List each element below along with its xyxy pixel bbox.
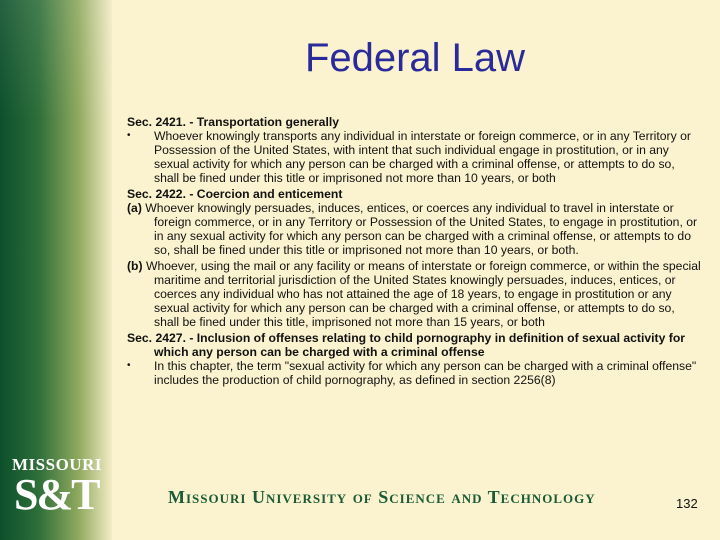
section-2421-bullet-item <box>127 129 702 185</box>
section-2421-heading: Sec. 2421. - Transportation generally <box>127 115 340 129</box>
logo-missouri-wordmark: MISSOURI <box>12 455 102 474</box>
logo-st-mark: S&T <box>14 470 99 519</box>
section-2422-heading: Sec. 2422. - Coercion and enticement <box>127 187 343 201</box>
section-2422-a-text: Whoever knowingly persuades, induces, entices, or coerces any individual to travel in interstate or foreign commerce, or in any Territory or Possession of the United States, to engage in prostitution, or in any sexual activity for which any person can be charged with a criminal offense, or attempts to do so, shall be fined under this title or imprisoned not more than 10 years, or both. <box>145 201 698 257</box>
section-2427-heading: Sec. 2427. - Inclusion of offenses relating to child pornography in definition of sexual activity for which any person can be charged with a criminal offense <box>127 331 686 359</box>
page-number: 132 <box>676 496 698 511</box>
bullet-icon: • <box>127 130 131 141</box>
section-2427-text: In this chapter, the term "sexual activity for which any person can be charged with a criminal offense" includes the production of child pornography, as defined in section 2256(8) <box>154 359 697 387</box>
slide-title: Federal Law <box>304 36 526 80</box>
section-2422-b-item <box>127 259 702 329</box>
footer-university-name: Missouri University of Science and Technology <box>168 487 596 507</box>
section-2427-bullet-item <box>127 359 702 387</box>
section-2422-a-item <box>127 201 702 257</box>
slide-content <box>127 115 702 389</box>
section-2421-text: Whoever knowingly transports any individual in interstate or foreign commerce, or in any Territory or Possession of the United States, with intent that such individual engage in prostitution, or in any sexual activity for which any person can be charged with a criminal offense, or attempts to do so, shall be fined under this title or imprisoned not more than 10 years, or both <box>154 129 691 185</box>
section-2422-b-text: Whoever, using the mail or any facility or means of interstate or foreign commerce, or within the special maritime and territorial jurisdiction of the United States knowingly persuades, induces, entices, or coerces any individual who has not attained the age of 18 years, to engage in prostitution or any sexual activity for which any person can be charged with a criminal offense, or attempts to do so, shall be fined under this title, imprisoned not more than 15 years, or both <box>145 259 701 329</box>
section-2422-b-label: (b) <box>127 259 143 273</box>
sidebar-highlight <box>0 0 112 120</box>
section-2422-a-label: (a) <box>127 201 142 215</box>
bullet-icon: • <box>127 360 131 371</box>
